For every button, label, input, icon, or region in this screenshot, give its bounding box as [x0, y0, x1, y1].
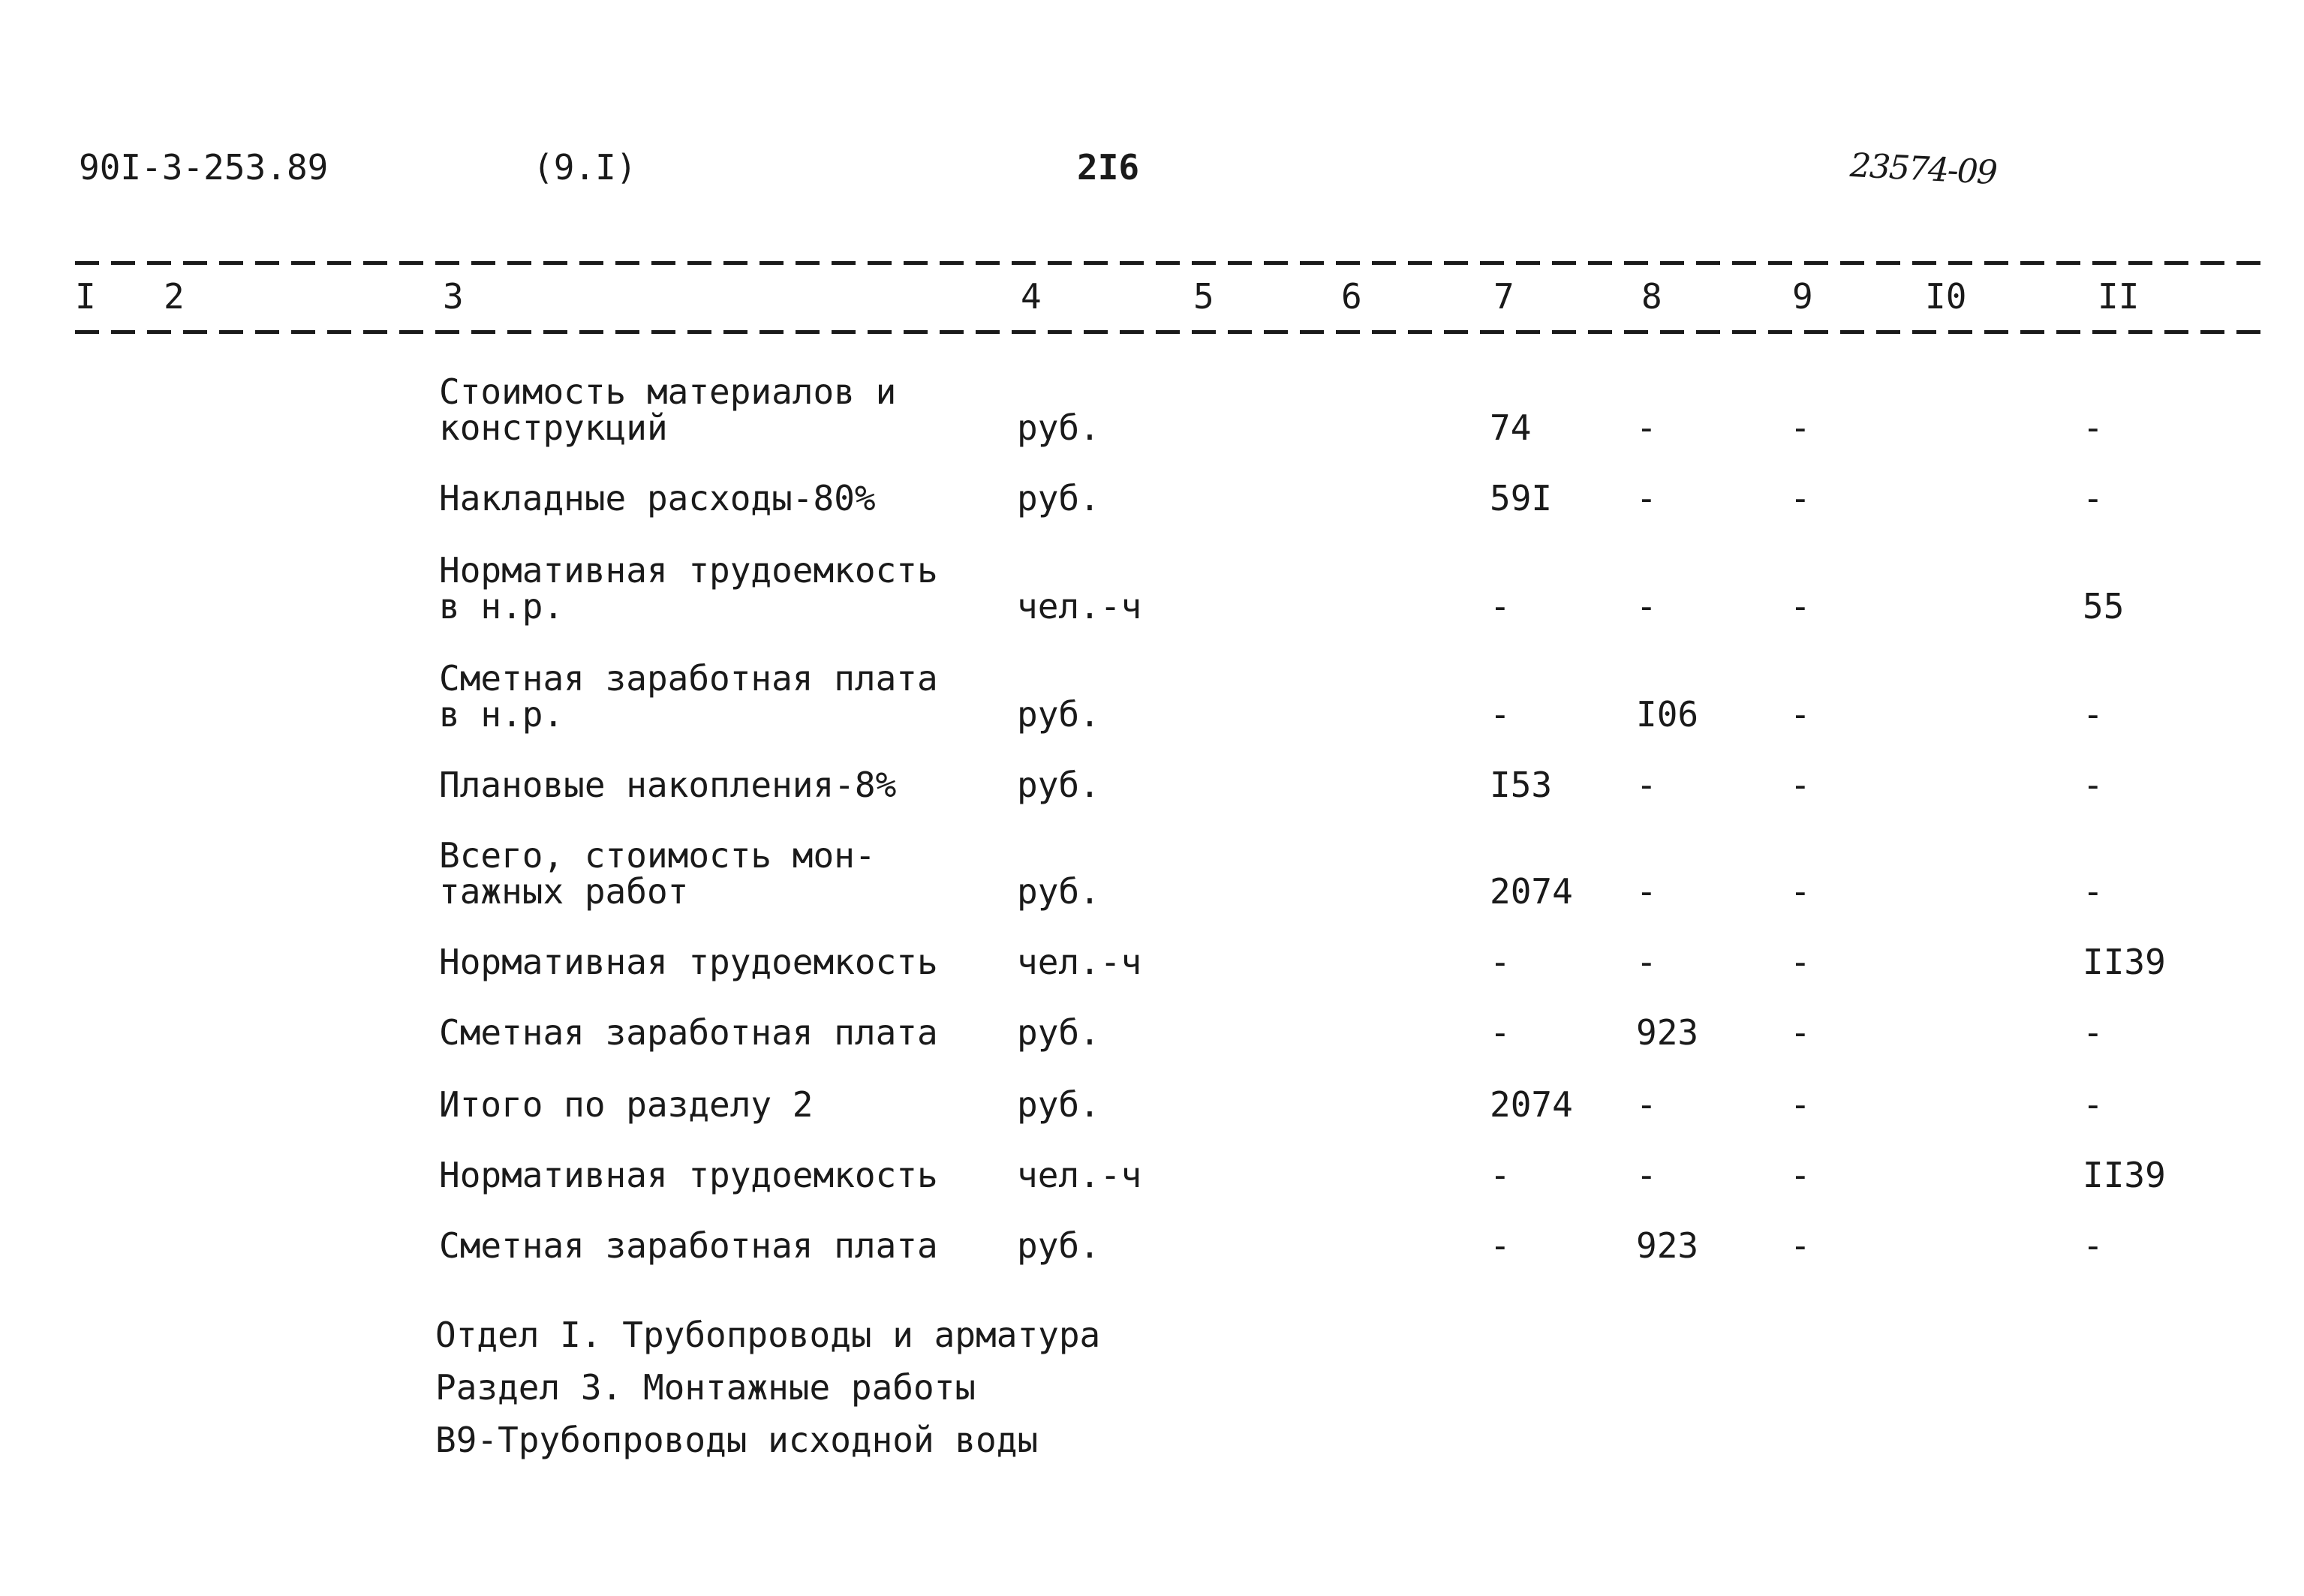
- row-col11: -: [2083, 1225, 2104, 1266]
- row-description: Сметная заработная плата: [439, 1225, 938, 1266]
- row-col8: -: [1636, 1084, 1657, 1125]
- row-col9: -: [1790, 942, 1811, 982]
- item-heading: В9-Трубопроводы исходной воды: [435, 1420, 1039, 1460]
- row-unit: руб.: [1017, 1084, 1100, 1125]
- row-col8: -: [1636, 478, 1657, 518]
- row-col8: -: [1636, 407, 1657, 448]
- row-col9: -: [1790, 478, 1811, 518]
- row-col7: I53: [1490, 765, 1553, 805]
- row-col11: 55: [2083, 586, 2125, 627]
- column-number: 8: [1641, 276, 1662, 317]
- row-description: Нормативная трудоемкость в н.р.: [439, 550, 938, 627]
- row-col9: -: [1790, 694, 1811, 735]
- row-col9: -: [1790, 765, 1811, 805]
- row-description: Стоимость материалов и конструкций: [439, 371, 897, 448]
- row-col11: -: [2083, 871, 2104, 912]
- column-number: II: [2098, 276, 2140, 317]
- row-col9: -: [1790, 1155, 1811, 1195]
- row-col8: -: [1636, 586, 1657, 627]
- row-unit: руб.: [1017, 871, 1100, 912]
- row-unit: руб.: [1017, 694, 1100, 735]
- row-unit: чел.-ч: [1017, 1155, 1142, 1195]
- row-unit: чел.-ч: [1017, 942, 1142, 982]
- row-col9: -: [1790, 1084, 1811, 1125]
- row-col7: -: [1490, 1012, 1511, 1053]
- row-col11: -: [2083, 478, 2104, 518]
- column-number: 3: [443, 276, 464, 317]
- row-col7: 74: [1490, 407, 1532, 448]
- row-col7: -: [1490, 942, 1511, 982]
- row-unit: руб.: [1017, 1225, 1100, 1266]
- row-col11: -: [2083, 1012, 2104, 1053]
- row-col8: -: [1636, 942, 1657, 982]
- row-description: Итого по разделу 2: [439, 1084, 814, 1125]
- section-heading: Раздел 3. Монтажные работы: [435, 1367, 976, 1408]
- row-col8: -: [1636, 1155, 1657, 1195]
- column-number: I0: [1925, 276, 1967, 317]
- row-description: Нормативная трудоемкость: [439, 1155, 938, 1195]
- row-col9: -: [1790, 407, 1811, 448]
- handwritten-stamp: 23574-09: [1848, 146, 1998, 193]
- header-bottom-rule: [75, 330, 2266, 334]
- column-number: 4: [1021, 276, 1042, 317]
- row-col7: -: [1490, 1155, 1511, 1195]
- row-unit: руб.: [1017, 407, 1100, 448]
- row-col8: 923: [1636, 1225, 1699, 1266]
- row-col7: -: [1490, 586, 1511, 627]
- row-unit: чел.-ч: [1017, 586, 1142, 627]
- row-description: Всего, стоимость мон- тажных работ: [439, 835, 876, 912]
- column-number: 5: [1193, 276, 1214, 317]
- row-col8: 923: [1636, 1012, 1699, 1053]
- document-code: 90I-3-253.89: [79, 147, 329, 188]
- row-col9: -: [1790, 1225, 1811, 1266]
- row-col11: -: [2083, 1084, 2104, 1125]
- row-col11: -: [2083, 765, 2104, 805]
- header-top-rule: [75, 261, 2266, 265]
- row-unit: руб.: [1017, 478, 1100, 518]
- division-heading: Отдел I. Трубопроводы и арматура: [435, 1315, 1101, 1355]
- row-col7: 2074: [1490, 871, 1573, 912]
- column-number: I: [75, 276, 96, 317]
- row-col11: -: [2083, 694, 2104, 735]
- column-number: 7: [1493, 276, 1514, 317]
- row-col7: -: [1490, 1225, 1511, 1266]
- row-col9: -: [1790, 1012, 1811, 1053]
- row-unit: руб.: [1017, 765, 1100, 805]
- row-col9: -: [1790, 586, 1811, 627]
- row-col7: -: [1490, 694, 1511, 735]
- row-col11: -: [2083, 407, 2104, 448]
- row-description: Сметная заработная плата: [439, 1012, 938, 1053]
- row-col8: -: [1636, 871, 1657, 912]
- page-number: 2I6: [1077, 147, 1140, 188]
- row-col9: -: [1790, 871, 1811, 912]
- row-description: Накладные расходы-80%: [439, 478, 876, 518]
- column-number: 6: [1341, 276, 1362, 317]
- row-col11: II39: [2083, 1155, 2166, 1195]
- row-col8: I06: [1636, 694, 1699, 735]
- row-col7: 59I: [1490, 478, 1553, 518]
- row-col11: II39: [2083, 942, 2166, 982]
- row-unit: руб.: [1017, 1012, 1100, 1053]
- row-description: Нормативная трудоемкость: [439, 942, 938, 982]
- row-description: Плановые накопления-8%: [439, 765, 897, 805]
- row-col7: 2074: [1490, 1084, 1573, 1125]
- section-reference: (9.I): [533, 147, 637, 188]
- column-number: 2: [164, 276, 185, 317]
- row-description: Сметная заработная плата в н.р.: [439, 658, 938, 735]
- column-number: 9: [1792, 276, 1813, 317]
- row-col8: -: [1636, 765, 1657, 805]
